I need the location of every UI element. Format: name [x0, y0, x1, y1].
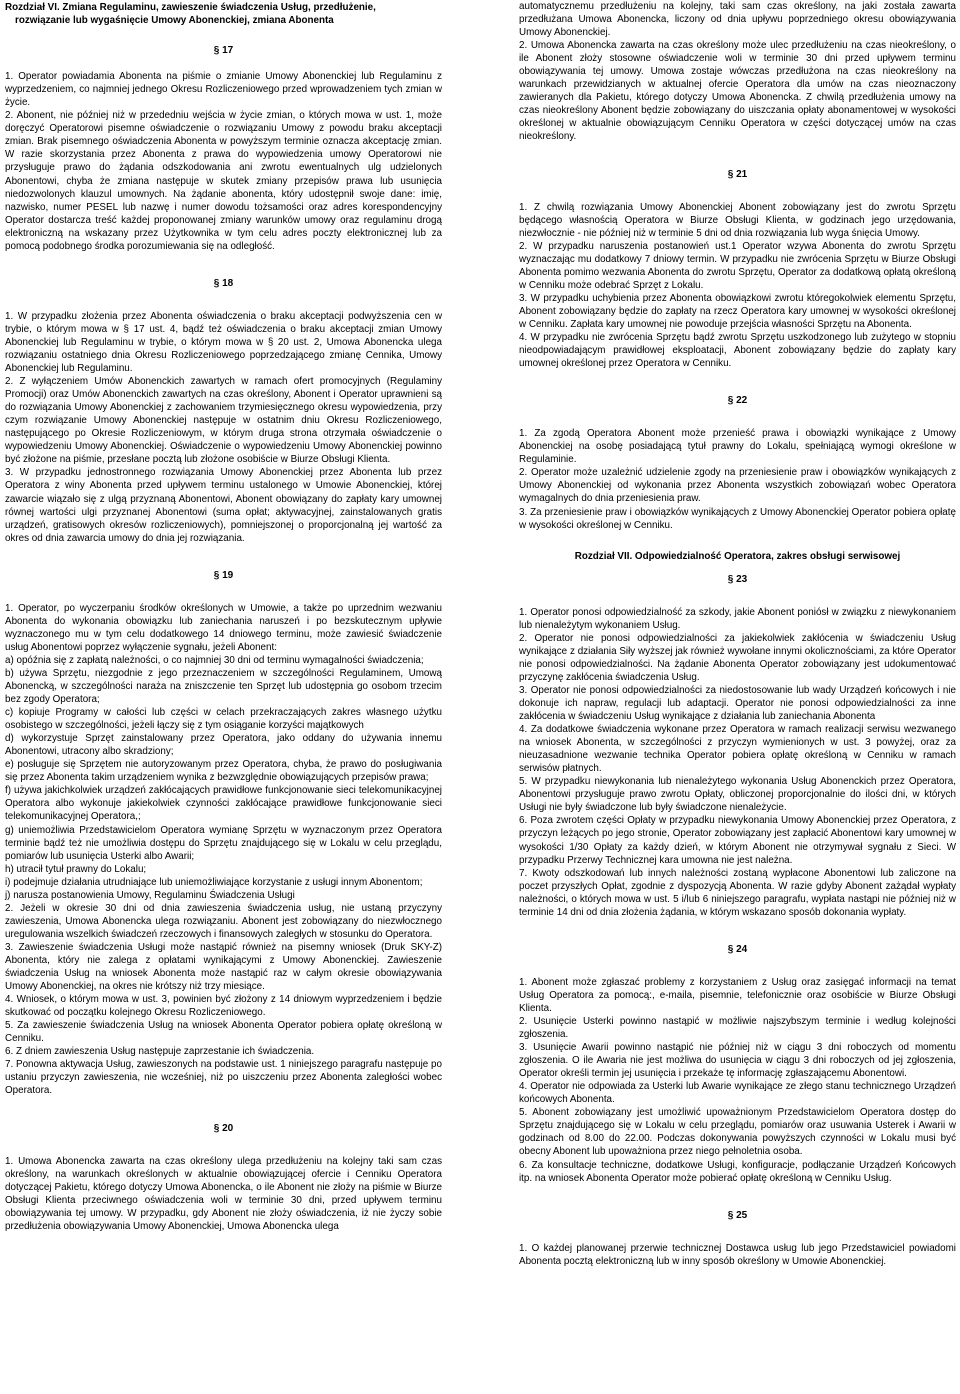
section-heading-21: § 21 — [727, 168, 748, 180]
paragraph: 1. Operator powiadamia Abonenta na piśmie o zmianie Umowy Abonenckiej lub Regulaminu z wyprzedzeniem, co najmniej jednego Okresu Rozliczeniowego przed wprowadzeniem tych zmian w życie. — [5, 71, 442, 109]
chapter-title-line: rozwiązanie lub wygaśnięcie Umowy Abonenckiej, zmiana Abonenta — [15, 15, 334, 27]
paragraph: 2. Umowa Abonencka zawarta na czas określony może ulec przedłużeniu na czas nieokreślony, o ile Abonent złoży stosowne oświadczenie woli w terminie 30 dni przed upływem terminu obowiązywania tej umowy. Umowa zostaje wówczas przedłużona na czas nieokreślony na warunkach przewidzianych w aktualnej ofercie Operatora dla umów na czas nieoznaczony zawieranych dla Pakietu, którego dotyczy Umowa Abonencka. Z chwilą przedłużenia umowy na czas nieokreślony Abonent będzie zobowiązany do uiszczania opłaty abonamentowej w wysokości określonej w aktualnie obowiązującym Cenniku Operatora w części dotyczącej umów na czas nieokreślony. — [519, 40, 956, 143]
chapter-title: Rozdział VII. Odpowiedzialność Operatora, zakres obsługi serwisowej — [574, 550, 901, 562]
chapter-title — [5, 0, 442, 27]
section-heading-20: § 20 — [213, 1122, 234, 1134]
paragraph: 1. Z chwilą rozwiązania Umowy Abonenckiej Abonent zobowiązany jest do zwrotu Sprzętu będącego własnością Operatora w Biurze Obsługi Klienta, w godzinach jego urzędowania, niezwłocznie - nie później niż w terminie 5 dni od dnia rozwiązania lub wyga śnięcia Umowy. — [519, 201, 956, 239]
paragraph: 2. Z wyłączeniem Umów Abonenckich zawartych w ramach ofert promocyjnych (Regulaminy Promocji) oraz Umów Abonenckich zawartych na czas określony, Abonent i Operator uprawnieni są do rozwiązania Umowy Abonenckiej z zachowaniem trzymiesięcznego okresu wypowiedzenia, przy czym rozwiązanie Umowy Abonenckiej następuje w ostatnim dniu Okresu Rozliczeniowego, następującego po Okresie Rozliczeniowym, w którym druga strona otrzymała oświadczenie o wypowiedzeniu Umowy Abonenckiej. Oświadczenie o wypowiedzeniu Umowy Abonenckiej powinno być złożone na piśmie, przesłane pocztą lub złożone osobiście w Biurze Obsługi Klienta. — [5, 376, 442, 466]
paragraph: 2. W przypadku naruszenia postanowień ust.1 Operator wzywa Abonenta do zwrotu Sprzętu wyznaczając mu dodatkowy 7 dniowy termin. W przypadku nie zwrócenia Sprzętu w Biurze Obsługi Abonenta pomimo wezwania Abonenta do zwrotu Sprzętu, Operator za dodatkową opłatą określoną w Cenniku może odebrać Sprzęt z Lokalu. — [519, 240, 956, 291]
section-heading-23: § 23 — [727, 573, 748, 585]
list-item: h) utracił tytuł prawny do Lokalu; — [5, 863, 147, 875]
section-heading-25: § 25 — [727, 1209, 748, 1221]
list-item: e) posługuje się Sprzętem nie autoryzowanym przez Operatora, chyba, że prawo do posługiwania się przez Abonenta takim urządzeniem wynika z bezwzględnie obowiązujących przepisów prawa; — [5, 759, 442, 784]
paragraph: 3. Usunięcie Awarii powinno nastąpić nie później niż w ciągu 3 dni roboczych od momentu zgłoszenia. O ile Awaria nie jest możliwa do usunięcia w ciągu 3 dni roboczych od jej zgłoszenia, Operator określi termin jej usunięcia i przekaże tę informację zgłaszającemu Abonentowi. — [519, 1042, 956, 1080]
paragraph: 3. Zawieszenie świadczenia Usługi może nastąpić również na pisemny wniosek (Druk SKY-Z) Abonenta, który nie zalega z opłatami wynikającymi z Umowy Abonenckiej. Zawieszenie świadczenia Usług na wniosek Abonenta może nastąpić raz w całym okresie obowiązywania Umowy Abonenckiej, na okres nie krótszy niż trzy miesiące. — [5, 941, 442, 993]
paragraph: 1. Operator, po wyczerpaniu środków określonych w Umowie, a także po uprzednim wezwaniu Abonenta do wykonania obowiązku lub zaniechania naruszeń i po bezskutecznym upływie wyznaczonego mu w tym celu dodatkowego 14 dniowego terminu, może zawiesić świadczenie usług Abonentowi poprzez wyłączenie sygnału, jeżeli Abonent: — [5, 602, 442, 653]
paragraph: 6. Za konsultacje techniczne, dodatkowe Usługi, konfiguracje, podłączanie Urządzeń Końcowych itp. na wniosek Abonenta Operator może pobierać opłatę określoną w Cenniku Usług. — [519, 1159, 956, 1184]
paragraph: 7. Ponowna aktywacja Usług, zawieszonych na podstawie ust. 1 niniejszego paragrafu następuje po ustaniu przyczyn zawieszenia, nie wcześniej, niż po uiszczeniu przez Abonenta zaległości wobec Operatora. — [5, 1059, 442, 1097]
paragraph: 3. Operator nie ponosi odpowiedzialności za niedostosowanie lub wady Urządzeń końcowych i nie dokonuje ich napraw, regulacji lub adaptacji. Operator nie ponosi odpowiedzialności za inne zakłócenia w świadczeniu Usług wynikające z działania lub zaniechania Abonenta — [519, 684, 956, 723]
left-column — [5, 0, 442, 1233]
paragraph: 1. Umowa Abonencka zawarta na czas określony ulega przedłużeniu na kolejny taki sam czas określony, na warunkach określonych w aktualnie obowiązującej ofercie i Cenniku Operatora dotyczącej Pakietu, którego dotyczy Umowa Abonencka, o ile Abonent nie złoży na piśmie w Biurze Obsługi Klienta przeciwnego oświadczenia woli w terminie 30 dni, przed upływem terminu obowiązywania tej umowy. W przypadku, gdy Abonent nie złoży oświadczenia, iż nie życzy sobie przedłużenia obowiązywania Umowy Abonenckiej, Umowa Abonencka ulega — [5, 1155, 442, 1232]
paragraph: 3. Za przeniesienie praw i obowiązków wynikających z Umowy Abonenckiej Operator pobiera opłatę w wysokości określonej w Cenniku. — [519, 506, 956, 531]
paragraph: 1. Abonent może zgłaszać problemy z korzystaniem z Usług oraz zasięgać informacji na temat Usług Operatora za pomocą:, e-maila, pisemnie, telefonicznie oraz osobiście w Biurze Obsługi Klienta. — [519, 976, 956, 1014]
paragraph: 5. W przypadku niewykonania lub nienależytego wykonania Usług Abonenckich przez Operatora, Abonentowi przysługuje prawo zwrotu Opłaty, obliczonej proporcjonalnie do ilości dni, w których Usługi nie były świadczone lub były świadczone nienależycie. — [519, 776, 956, 814]
list-item: f) używa jakichkolwiek urządzeń zakłócających prawidłowe funkcjonowanie sieci telekomunikacyjnej Operatora albo wykonuje jakiekolwiek czynności zakłócające prawidłowe funkcjonowanie sieci telekomunikacyjnej Operatora,; — [5, 785, 442, 823]
paragraph: 3. W przypadku uchybienia przez Abonenta obowiązkowi zwrotu któregokolwiek elementu Sprzętu, Abonent zobowiązany będzie do zapłaty na rzecz Operatora kary umownej w wysokości określonej w Cenniku. Zapłata kary umownej nie powoduje przejścia własności Sprzętu na Abonenta. — [519, 292, 956, 330]
list-item: j) narusza postanowienia Umowy, Regulaminu Świadczenia Usługi — [5, 889, 295, 901]
chapter-title-line: Rozdział VI. Zmiana Regulaminu, zawieszenie świadczenia Usług, przedłużenie, — [5, 2, 376, 13]
list-item: g) uniemożliwia Przedstawicielom Operatora wymianę Sprzętu w wyznaczonym przez Operatora terminie bądź też nie umożliwia dostępu do Sprzętu znajdującego się w Lokalu w celu przeglądu, pomiarów lub usunięcia Usterki albo Awarii; — [5, 824, 442, 862]
list-item: d) wykorzystuje Sprzęt zainstalowany przez Operatora, jako oddany do używania innemu Abonentowi, utracony albo skradziony; — [5, 733, 442, 758]
section-heading-18: § 18 — [213, 277, 234, 289]
paragraph: 6. Poza zwrotem części Opłaty w przypadku niewykonania Umowy Abonenckiej przez Operatora, z przyczyn leżących po jego stronie, Operator zobowiązany jest zapłacić Abonentowi kary umownej w wysokości 1/30 Opłaty za każdy dzień, w którym Abonent nie otrzymywał sygnału z Sieci. W przypadku Przerwy Technicznej kara umowna nie jest należna. — [519, 815, 956, 866]
paragraph: 3. W przypadku jednostronnego rozwiązania Umowy Abonenckiej przez Abonenta lub przez Operatora z winy Abonenta przed upływem terminu ustalonego w Umowie Abonenckiej, której zawarcie wiązało się z ulgą przyznaną Abonentowi, Abonent obowiązany do zapłaty kary umownej równej wartości ulgi przyznanej Abonentowi (suma opłat; aktywacyjnej, zainstalowanych gratis urządzeń, gratisowych okresów rozliczeniowych), pomniejszonej o proporcjonalną jej wartość za okres od dnia zawarcia umowy do dnia jej rozwiązania. — [5, 467, 442, 544]
paragraph: 2. Operator nie ponosi odpowiedzialności za jakiekolwiek zakłócenia w świadczeniu Usług wynikające z działania Siły wyższej jak również wywołane innymi okolicznościami, za które Operator nie ponosi odpowiedzialności. Na żądanie Abonenta Operator zobowiązany jest udokumentować przyczynę zakłócenia świadczenia Usług. — [519, 632, 956, 683]
list-item: i) podejmuje działania utrudniające lub uniemożliwiające korzystanie z usługi innym Abonentom; — [5, 876, 423, 888]
paragraph: 5. Za zawieszenie świadczenia Usług na wniosek Abonenta Operator pobiera opłatę określoną w Cenniku. — [5, 1020, 442, 1045]
paragraph: 1. Operator ponosi odpowiedzialność za szkody, jakie Abonent poniósł w związku z niewykonaniem lub nienależytym wykonaniem Usług. — [519, 606, 956, 631]
section-heading-19: § 19 — [213, 569, 234, 581]
paragraph: 5. Abonent zobowiązany jest umożliwić upoważnionym Przedstawicielom Operatora dostęp do Sprzętu znajdującego się w Lokalu w celu przeglądu, pomiarów oraz usuwania Usterek i Awarii w godzinach od 8.00 do 22.00. Podczas dokonywania powyższych czynności w Lokalu musi być obecny Abonent lub upoważniona przez niego pełnoletnia osoba. — [519, 1107, 956, 1158]
section-heading-17: § 17 — [213, 45, 234, 57]
paragraph: 4. Operator nie odpowiada za Usterki lub Awarie wynikające ze złego stanu technicznego Urządzeń końcowych Abonenta. — [519, 1081, 956, 1106]
list-item: b) używa Sprzętu, niezgodnie z jego przeznaczeniem w szczególności Regulaminem, Umową Abonencką, w szczególności naraża na zniszczenie ten Sprzęt lub udostępnia go osobom trzecim bez zgody Operatora; — [5, 667, 442, 706]
paragraph: 2. Jeżeli w okresie 30 dni od dnia zawieszenia świadczenia usług, nie ustaną przyczyny zawieszenia, Umowa Abonencka ulega rozwiązaniu. Abonent jest zobowiązany do niezwłocznego uregulowania wszelkich świadczeń rzeczowych i finansowych zaległych w stosunku do Operatora. — [5, 902, 442, 940]
paragraph: 4. Wniosek, o którym mowa w ust. 3, powinien być złożony z 14 dniowym wyprzedzeniem i będzie skutkować od początku kolejnego Okresu Rozliczeniowego. — [5, 994, 442, 1019]
paragraph: automatycznemu przedłużeniu na kolejny, taki sam czas określony, na jaki została zawarta przedłużana Umowa Abonencka, liczony od dnia upływu poprzedniego okresu obowiązywania Umowy Abonenckiej. — [519, 1, 956, 39]
section-heading-24: § 24 — [727, 943, 748, 955]
paragraph: 2. Operator może uzależnić udzielenie zgody na przeniesienie praw i obowiązków wynikających z Umowy Abonenckiej od wykonania przez Abonenta wszystkich zobowiązań wobec Operatora wymagalnych do dnia przeniesienia praw. — [519, 467, 956, 505]
list-item: c) kopiuje Programy w całości lub części w celach przekraczających zakres własnego użytku osobistego w szczególności, jeżeli łączy się z tym osiąganie korzyści majątkowych — [5, 707, 442, 732]
right-column — [519, 0, 956, 1268]
section-heading-22: § 22 — [727, 395, 748, 407]
paragraph: 4. Za dodatkowe świadczenia wykonane przez Operatora w ramach realizacji serwisu wezwanego na wniosek Abonenta, w szczególności z przyczyn wymienionych w ust. 3 powyżej, oraz za nieuzasadnione wezwanie technika Operator pobiera opłatę określoną w Cenniku w ramach serwisów płatnych. — [519, 724, 956, 775]
paragraph: 1. Za zgodą Operatora Abonent może przenieść prawa i obowiązki wynikające z Umowy Abonenckiej na osobę posiadającą tytuł prawny do Lokalu, spełniającą wymogi określone w Regulaminie. — [519, 428, 956, 466]
paragraph: 1. O każdej planowanej przerwie technicznej Dostawca usług lub jego Przedstawiciel powiadomi Abonenta pocztą elektroniczną lub w inny sposób określony w Umowie Abonenckiej. — [519, 1242, 956, 1267]
paragraph: 4. W przypadku nie zwrócenia Sprzętu bądź zwrotu Sprzętu uszkodzonego lub zużytego w stopniu nieodpowiadającym prawidłowej eksploatacji, Abonent zobowiązany będzie do zapłaty kary umownej określonej przez Operatora w Cenniku. — [519, 332, 956, 370]
paragraph: 2. Usunięcie Usterki powinno nastąpić w możliwie najszybszym terminie i według kolejności zgłoszenia. — [519, 1016, 956, 1041]
paragraph: 2. Abonent, nie później niż w przededniu wejścia w życie zmian, o których mowa w ust. 1, może doręczyć Operatorowi pisemne oświadczenie o rozwiązaniu Umowy z powodu braku akceptacji zmian. Brak pisemnego oświadczenia Abonenta w powyższym terminie oznacza akceptację zmian. W razie skorzystania przez Abonenta z prawa do wypowiedzenia umowy Operatorowi nie przysługuje prawo do żądania odszkodowania ani zwrotu ewentualnych ulg udzielonych Abonentowi, chyba że zmiana następuje w skutek zmiany przepisów prawa lub usunięcia niedozwolonych klauzul umownych. Na żądanie abonenta, który udostępnił swoje dane: imię, nazwisko, numer PESEL lub nazwę i numer dowodu tożsamości oraz adres korespondencyjny Operator dostarcza treść każdej proponowanej zmiany warunków umowy oraz regulaminu drogą elektroniczną na wskazany przez Użytkownika w tym celu adres poczty elektronicznej lub za pomocą podobnego środka porozumiewania się na odległość. — [5, 110, 442, 252]
paragraph: 6. Z dniem zawieszenia Usług następuje zaprzestanie ich świadczenia. — [5, 1046, 315, 1058]
list-item: a) opóźnia się z zapłatą należności, o co najmniej 30 dni od terminu wymagalności świadczenia; — [5, 654, 424, 666]
paragraph: 1. W przypadku złożenia przez Abonenta oświadczenia o braku akceptacji podwyższenia cen w trybie, o którym mowa w § 17 ust. 4, bądź też oświadczenia o braku akceptacji zmian Umowy Abonenckiej lub Regulaminu w trybie, o którym mowa w § 20 ust. 2, Umowa Abonencka ulega rozwiązaniu ostatniego dnia Okresu Rozliczeniowego poprzedzającego zmianę Cennika, Umowy Abonenckiej lub Regulaminu. — [5, 310, 442, 375]
paragraph: 7. Kwoty odszkodowań lub innych należności zostaną wypłacone Abonentowi lub zaliczone na poczet przyszłych Opłat, zgodnie z dyspozycją Abonenta. W razie gdyby Abonent zażądał wypłaty należności, o których mowa w ust. 5 i/lub 6 niniejszego paragrafu, wypłata nastąpi nie później niż w terminie 14 dni od dnia złożenia żądania, w którym wskazano sposób dokonania wypłaty. — [519, 867, 956, 918]
